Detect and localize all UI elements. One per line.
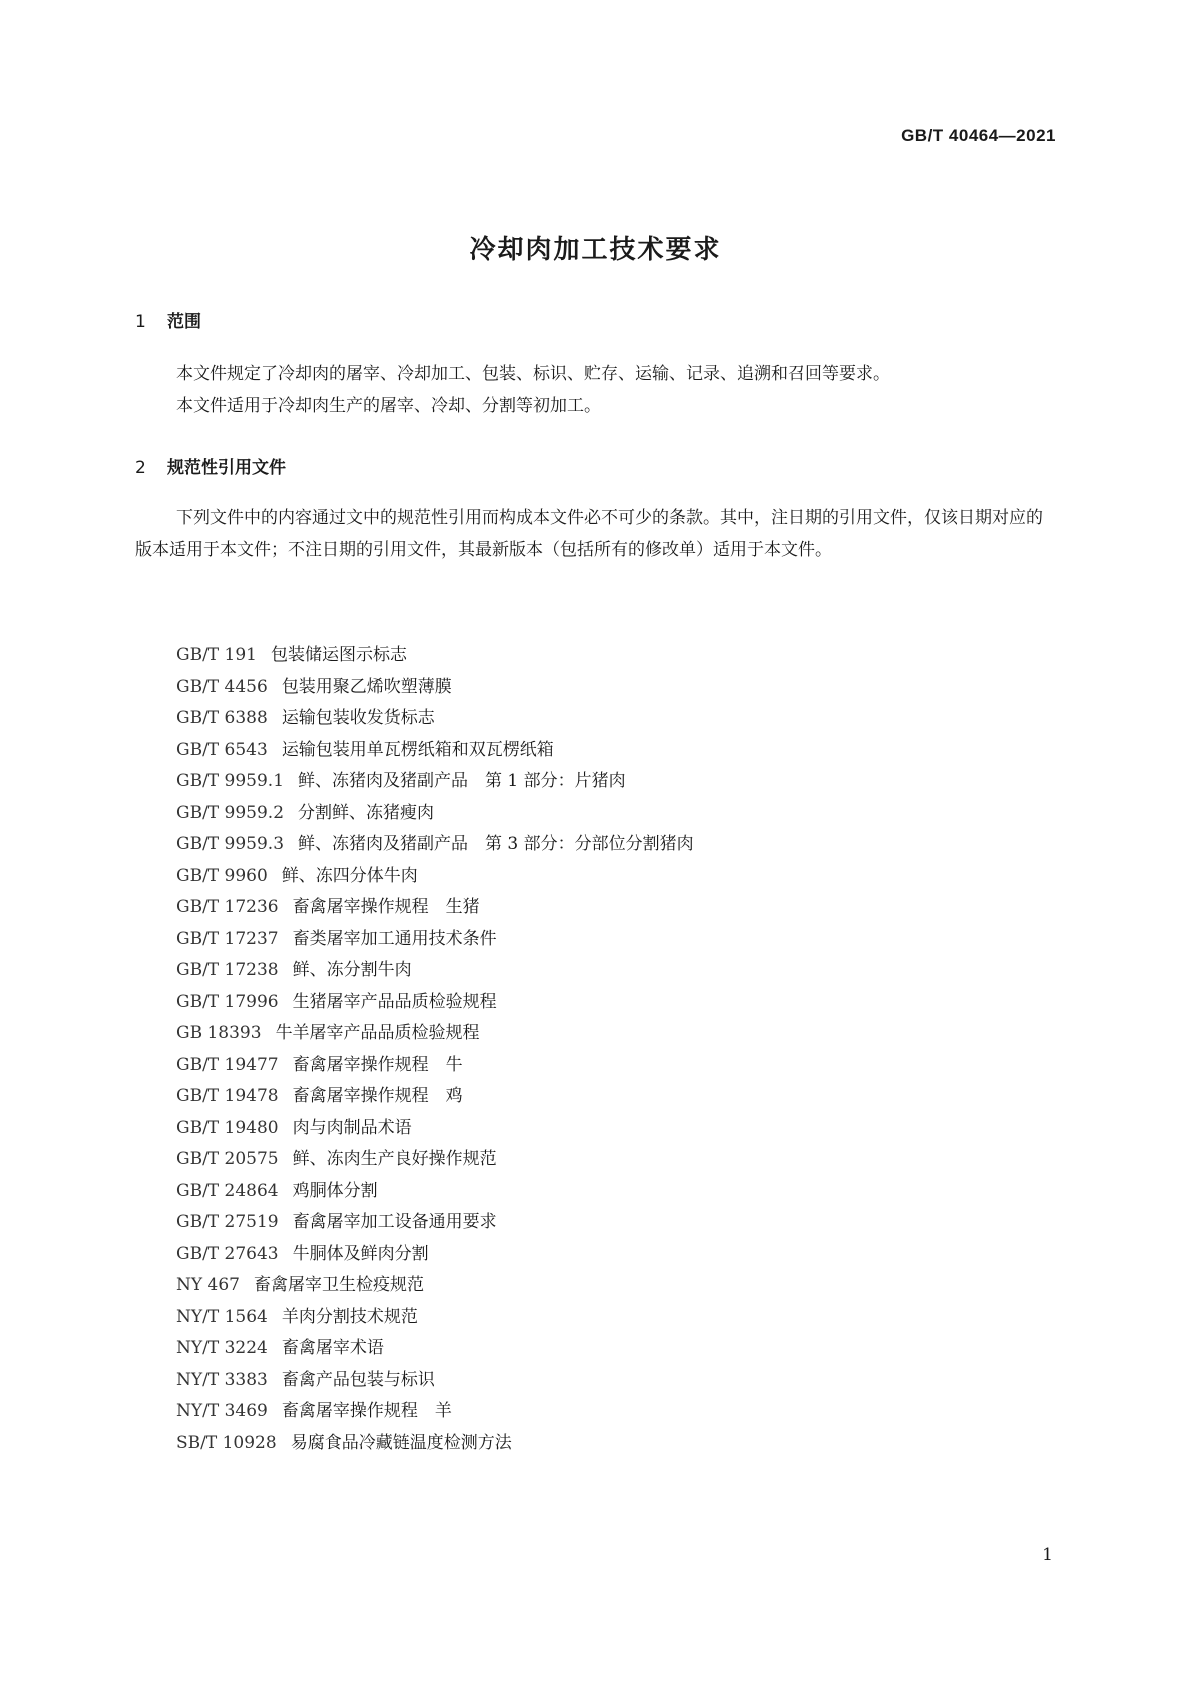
- reference-code: GB/T 17996: [176, 991, 279, 1012]
- section-1-number: 1: [135, 312, 146, 332]
- reference-item: [176, 987, 1056, 1019]
- reference-item: [176, 1113, 1056, 1145]
- document-title: 冷却肉加工技术要求: [469, 235, 722, 265]
- reference-code: SB/T 10928: [176, 1432, 277, 1453]
- reference-code: NY/T 3383: [176, 1369, 268, 1390]
- reference-title: 畜禽屠宰卫生检疫规范: [253, 1275, 424, 1295]
- reference-item: [176, 829, 1056, 861]
- reference-title: 生猪屠宰产品品质检验规程: [292, 991, 497, 1012]
- reference-item: [176, 735, 1056, 767]
- reference-item: [176, 1428, 1056, 1460]
- reference-item: [176, 1207, 1056, 1239]
- reference-title: 鲜、冻四分体牛肉: [281, 865, 418, 886]
- reference-title: 运输包装用单瓦楞纸箱和双瓦楞纸箱: [281, 739, 554, 760]
- reference-title: 畜禽产品包装与标识: [281, 1369, 435, 1390]
- reference-code: GB/T 24864: [176, 1180, 279, 1201]
- reference-title: 鲜、冻分割牛肉: [292, 960, 412, 980]
- reference-title: 畜禽屠宰加工设备通用要求: [292, 1212, 497, 1232]
- reference-code: GB/T 19477: [176, 1054, 279, 1075]
- reference-item: [176, 955, 1056, 987]
- section-1-title: 范围: [167, 312, 201, 332]
- reference-title: 畜禽屠宰操作规程 鸡: [292, 1086, 463, 1106]
- reference-title: 畜禽屠宰术语: [281, 1338, 384, 1358]
- reference-item: [176, 1270, 1056, 1302]
- section-1-paragraph: 本文件适用于冷却肉生产的屠宰、冷却、分割等初加工。: [176, 395, 601, 416]
- reference-item: [176, 1302, 1056, 1334]
- reference-code: GB/T 191: [176, 645, 257, 665]
- reference-title: 包装储运图示标志: [271, 645, 407, 665]
- reference-title: 羊肉分割技术规范: [281, 1306, 418, 1327]
- reference-title: 畜类屠宰加工通用技术条件: [292, 928, 497, 949]
- reference-item: [176, 1144, 1056, 1176]
- reference-title: 鲜、冻猪肉及猪副产品 第 1 部分：片猪肉: [298, 771, 626, 791]
- standard-number: GB/T 40464—2021: [901, 126, 1056, 145]
- reference-title: 易腐食品冷藏链温度检测方法: [290, 1432, 512, 1453]
- reference-code: GB/T 6388: [176, 708, 268, 728]
- reference-item: [176, 1081, 1056, 1113]
- reference-item: [176, 1050, 1056, 1082]
- section-2-title: 规范性引用文件: [167, 458, 286, 478]
- reference-title: 包装用聚乙烯吹塑薄膜: [281, 676, 452, 697]
- reference-item: [176, 892, 1056, 924]
- section-2-intro: [135, 503, 1055, 566]
- reference-item: [176, 1018, 1056, 1050]
- reference-item: [176, 766, 1056, 798]
- reference-title: 牛羊屠宰产品品质检验规程: [275, 1023, 480, 1043]
- reference-code: GB/T 19480: [176, 1117, 279, 1138]
- reference-code: GB/T 20575: [176, 1149, 279, 1169]
- reference-code: NY/T 3224: [176, 1338, 268, 1358]
- reference-code: GB/T 4456: [176, 676, 268, 697]
- reference-item: [176, 798, 1056, 830]
- reference-title: 肉与肉制品术语: [292, 1117, 412, 1138]
- reference-code: GB/T 27643: [176, 1243, 279, 1264]
- reference-item: [176, 1333, 1056, 1365]
- section-1-paragraph: 本文件规定了冷却肉的屠宰、冷却加工、包装、标识、贮存、运输、记录、追溯和召回等要求。: [176, 364, 890, 384]
- reference-code: GB/T 27519: [176, 1212, 279, 1232]
- reference-item: [176, 1239, 1056, 1271]
- reference-item: [176, 861, 1056, 893]
- reference-title: 鸡胴体分割: [292, 1180, 378, 1201]
- reference-title: 畜禽屠宰操作规程 牛: [292, 1054, 463, 1075]
- reference-title: 鲜、冻肉生产良好操作规范: [292, 1149, 497, 1169]
- page-number: 1: [1042, 1545, 1053, 1565]
- reference-item: [176, 703, 1056, 735]
- reference-code: NY/T 3469: [176, 1401, 268, 1421]
- reference-title: 运输包装收发货标志: [281, 708, 435, 728]
- reference-code: NY 467: [176, 1275, 240, 1295]
- reference-code: GB/T 17237: [176, 928, 279, 949]
- reference-item: [176, 672, 1056, 704]
- section-2-heading: [135, 453, 286, 478]
- reference-title: 牛胴体及鲜肉分割: [292, 1243, 429, 1264]
- reference-title: 分割鲜、冻猪瘦肉: [298, 802, 435, 823]
- reference-list: [176, 640, 1056, 1459]
- reference-title: 畜禽屠宰操作规程 羊: [281, 1401, 452, 1421]
- section-2-intro-paragraph: 下列文件中的内容通过文中的规范性引用而构成本文件必不可少的条款。其中，注日期的引用文件，仅该日期对应的版本适用于本文件；不注日期的引用文件，其最新版本（包括所有的修改单）适用于本文件。: [135, 508, 1043, 560]
- section-1-body: [135, 359, 1055, 422]
- reference-code: GB/T 17238: [176, 960, 279, 980]
- section-2-number: 2: [135, 458, 146, 478]
- reference-code: GB/T 19478: [176, 1086, 279, 1106]
- reference-code: GB 18393: [176, 1023, 262, 1043]
- reference-item: [176, 640, 1056, 672]
- reference-title: 畜禽屠宰操作规程 生猪: [292, 897, 480, 917]
- reference-code: GB/T 17236: [176, 897, 279, 917]
- reference-code: NY/T 1564: [176, 1306, 268, 1327]
- reference-code: GB/T 9960: [176, 865, 268, 886]
- reference-code: GB/T 9959.2: [176, 802, 285, 823]
- reference-item: [176, 1176, 1056, 1208]
- reference-title: 鲜、冻猪肉及猪副产品 第 3 部分：分部位分割猪肉: [298, 834, 694, 854]
- reference-item: [176, 924, 1056, 956]
- reference-code: GB/T 6543: [176, 739, 268, 760]
- section-1-heading: [135, 307, 201, 332]
- reference-item: [176, 1396, 1056, 1428]
- reference-code: GB/T 9959.3: [176, 834, 285, 854]
- reference-code: GB/T 9959.1: [176, 771, 285, 791]
- reference-item: [176, 1365, 1056, 1397]
